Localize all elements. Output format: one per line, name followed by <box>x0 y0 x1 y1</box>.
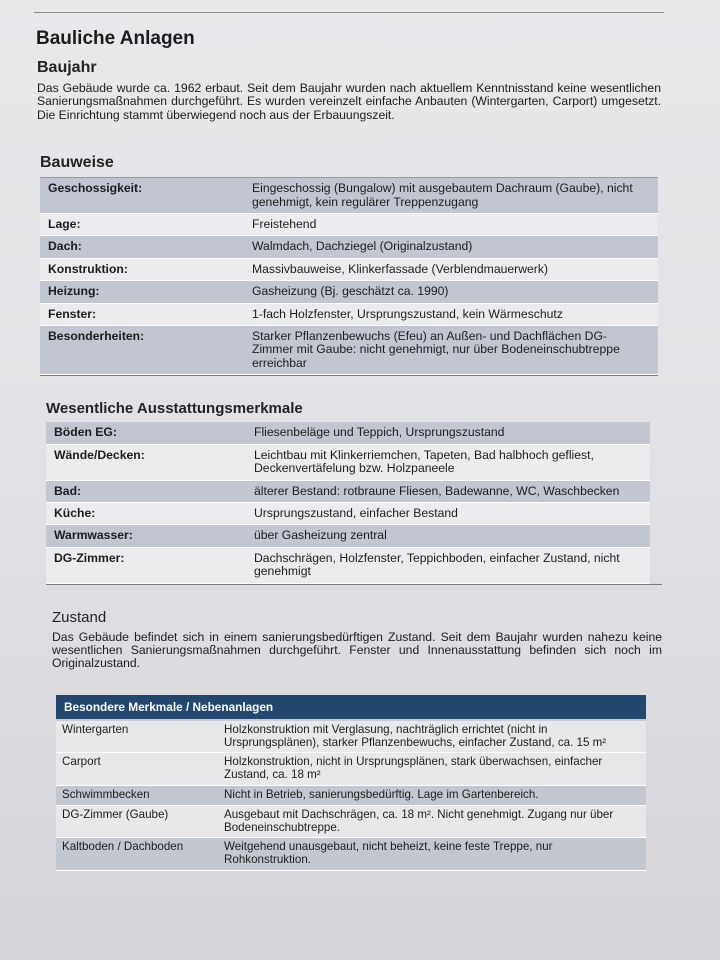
table-row <box>40 178 658 213</box>
table-row <box>40 303 658 325</box>
section-heading-bauweise: Bauweise <box>40 154 114 172</box>
table-row <box>46 422 650 444</box>
top-rule <box>34 12 664 13</box>
table-row <box>56 753 646 786</box>
row-label: Besonderheiten: <box>40 326 244 375</box>
table-row <box>40 326 658 375</box>
merkmale-header-row <box>56 695 646 720</box>
row-value: Walmdach, Dachziegel (Originalzustand) <box>244 236 658 258</box>
table-row <box>46 547 650 583</box>
bauweise-bottom-rule <box>40 375 658 376</box>
row-value: Dachschrägen, Holzfenster, Teppichboden, einfacher Zustand, nicht genehmigt <box>246 547 650 583</box>
row-label: DG-Zimmer: <box>46 547 246 583</box>
row-value: Gasheizung (Bj. geschätzt ca. 1990) <box>244 281 658 303</box>
row-label: Konstruktion: <box>40 258 244 280</box>
zustand-text: Das Gebäude befindet sich in einem sanierungsbedürftigen Zustand. Seit dem Baujahr wurden nahezu keine wesentlichen Sanierungsmaßnahmen durchgeführt. Fenster und Innenausstattung befinden sich noch im Originalzustand. <box>52 629 662 671</box>
merkmale-table <box>56 695 646 871</box>
row-label: Lage: <box>40 214 244 236</box>
table-row <box>46 502 650 524</box>
table-row <box>56 720 646 753</box>
baujahr-text: Das Gebäude wurde ca. 1962 erbaut. Seit dem Baujahr wurden nach aktuellem Kenntnisstand keine wesentlichen Sanierungsmaßnahmen durchgeführt. Es wurden vereinzelt einfache Anbauten (Wintergarten, Carport) umgesetzt. Die Einrichtung stammt überwiegend noch aus der Erbauungszeit. <box>37 81 661 122</box>
row-value: Holzkonstruktion, nicht in Ursprungsplänen, stark überwachsen, einfacher Zustand, ca. 18 m² <box>218 753 646 786</box>
row-label: Carport <box>56 753 218 786</box>
row-label: Böden EG: <box>46 422 246 444</box>
row-label: Küche: <box>46 502 246 524</box>
row-label: Wände/Decken: <box>46 444 246 480</box>
row-value: Fliesenbeläge und Teppich, Ursprungszustand <box>246 422 650 444</box>
table-row <box>40 214 658 236</box>
row-value: Nicht in Betrieb, sanierungsbedürftig. Lage im Gartenbereich. <box>218 785 646 805</box>
table-row <box>46 525 650 547</box>
row-value: Weitgehend unausgebaut, nicht beheizt, keine feste Treppe, nur Rohkonstruktion. <box>218 838 646 871</box>
row-value: Leichtbau mit Klinkerriemchen, Tapeten, Bad halbhoch gefliest, Deckenvertäfelung bzw. Holzpaneele <box>246 444 650 480</box>
ausstattung-bottom-rule <box>46 584 662 585</box>
bauweise-table <box>40 178 658 375</box>
row-label: Bad: <box>46 480 246 502</box>
table-row <box>40 258 658 280</box>
table-row <box>56 805 646 838</box>
row-value: Ursprungszustand, einfacher Bestand <box>246 502 650 524</box>
row-value: Ausgebaut mit Dachschrägen, ca. 18 m². Nicht genehmigt. Zugang nur über Bodeneinschubtreppe. <box>218 805 646 838</box>
row-label: Dach: <box>40 236 244 258</box>
row-label: Heizung: <box>40 281 244 303</box>
document-page <box>34 24 670 871</box>
row-value: Eingeschossig (Bungalow) mit ausgebautem Dachraum (Gaube), nicht genehmigt, kein regulärer Treppenzugang <box>244 178 658 213</box>
table-row <box>40 281 658 303</box>
table-row <box>56 838 646 871</box>
row-value: Starker Pflanzenbewuchs (Efeu) an Außen- und Dachflächen DG-Zimmer mit Gaube: nicht genehmigt, nur über Bodeneinschubtreppe erreichbar <box>244 326 658 375</box>
section-heading-zustand: Zustand <box>52 608 107 626</box>
table-row <box>40 236 658 258</box>
row-label: Kaltboden / Dachboden <box>56 838 218 871</box>
row-value: Massivbauweise, Klinkerfassade (Verblendmauerwerk) <box>244 258 658 280</box>
ausstattung-table <box>46 422 650 583</box>
row-value: Freistehend <box>244 214 658 236</box>
row-value: 1-fach Holzfenster, Ursprungszustand, kein Wärmeschutz <box>244 303 658 325</box>
table-row <box>46 444 650 480</box>
table-row <box>56 785 646 805</box>
section-heading-ausstattung: Wesentliche Ausstattungsmerkmale <box>46 400 303 418</box>
section-heading-baujahr: Baujahr <box>37 59 97 76</box>
row-label: Schwimmbecken <box>56 785 218 805</box>
row-label: DG-Zimmer (Gaube) <box>56 805 218 838</box>
row-value: Holzkonstruktion mit Verglasung, nachträglich errichtet (nicht in Ursprungsplänen), starker Pflanzenbewuchs, einfacher Zustand, ca. 15 m² <box>218 720 646 753</box>
row-label: Wintergarten <box>56 720 218 753</box>
row-label: Geschossigkeit: <box>40 178 244 213</box>
merkmale-heading: Besondere Merkmale / Nebenanlagen <box>56 695 646 720</box>
row-value: über Gasheizung zentral <box>246 525 650 547</box>
page-title: Bauliche Anlagen <box>36 28 195 49</box>
row-value: älterer Bestand: rotbraune Fliesen, Badewanne, WC, Waschbecken <box>246 480 650 502</box>
row-label: Fenster: <box>40 303 244 325</box>
row-label: Warmwasser: <box>46 525 246 547</box>
table-row <box>46 480 650 502</box>
